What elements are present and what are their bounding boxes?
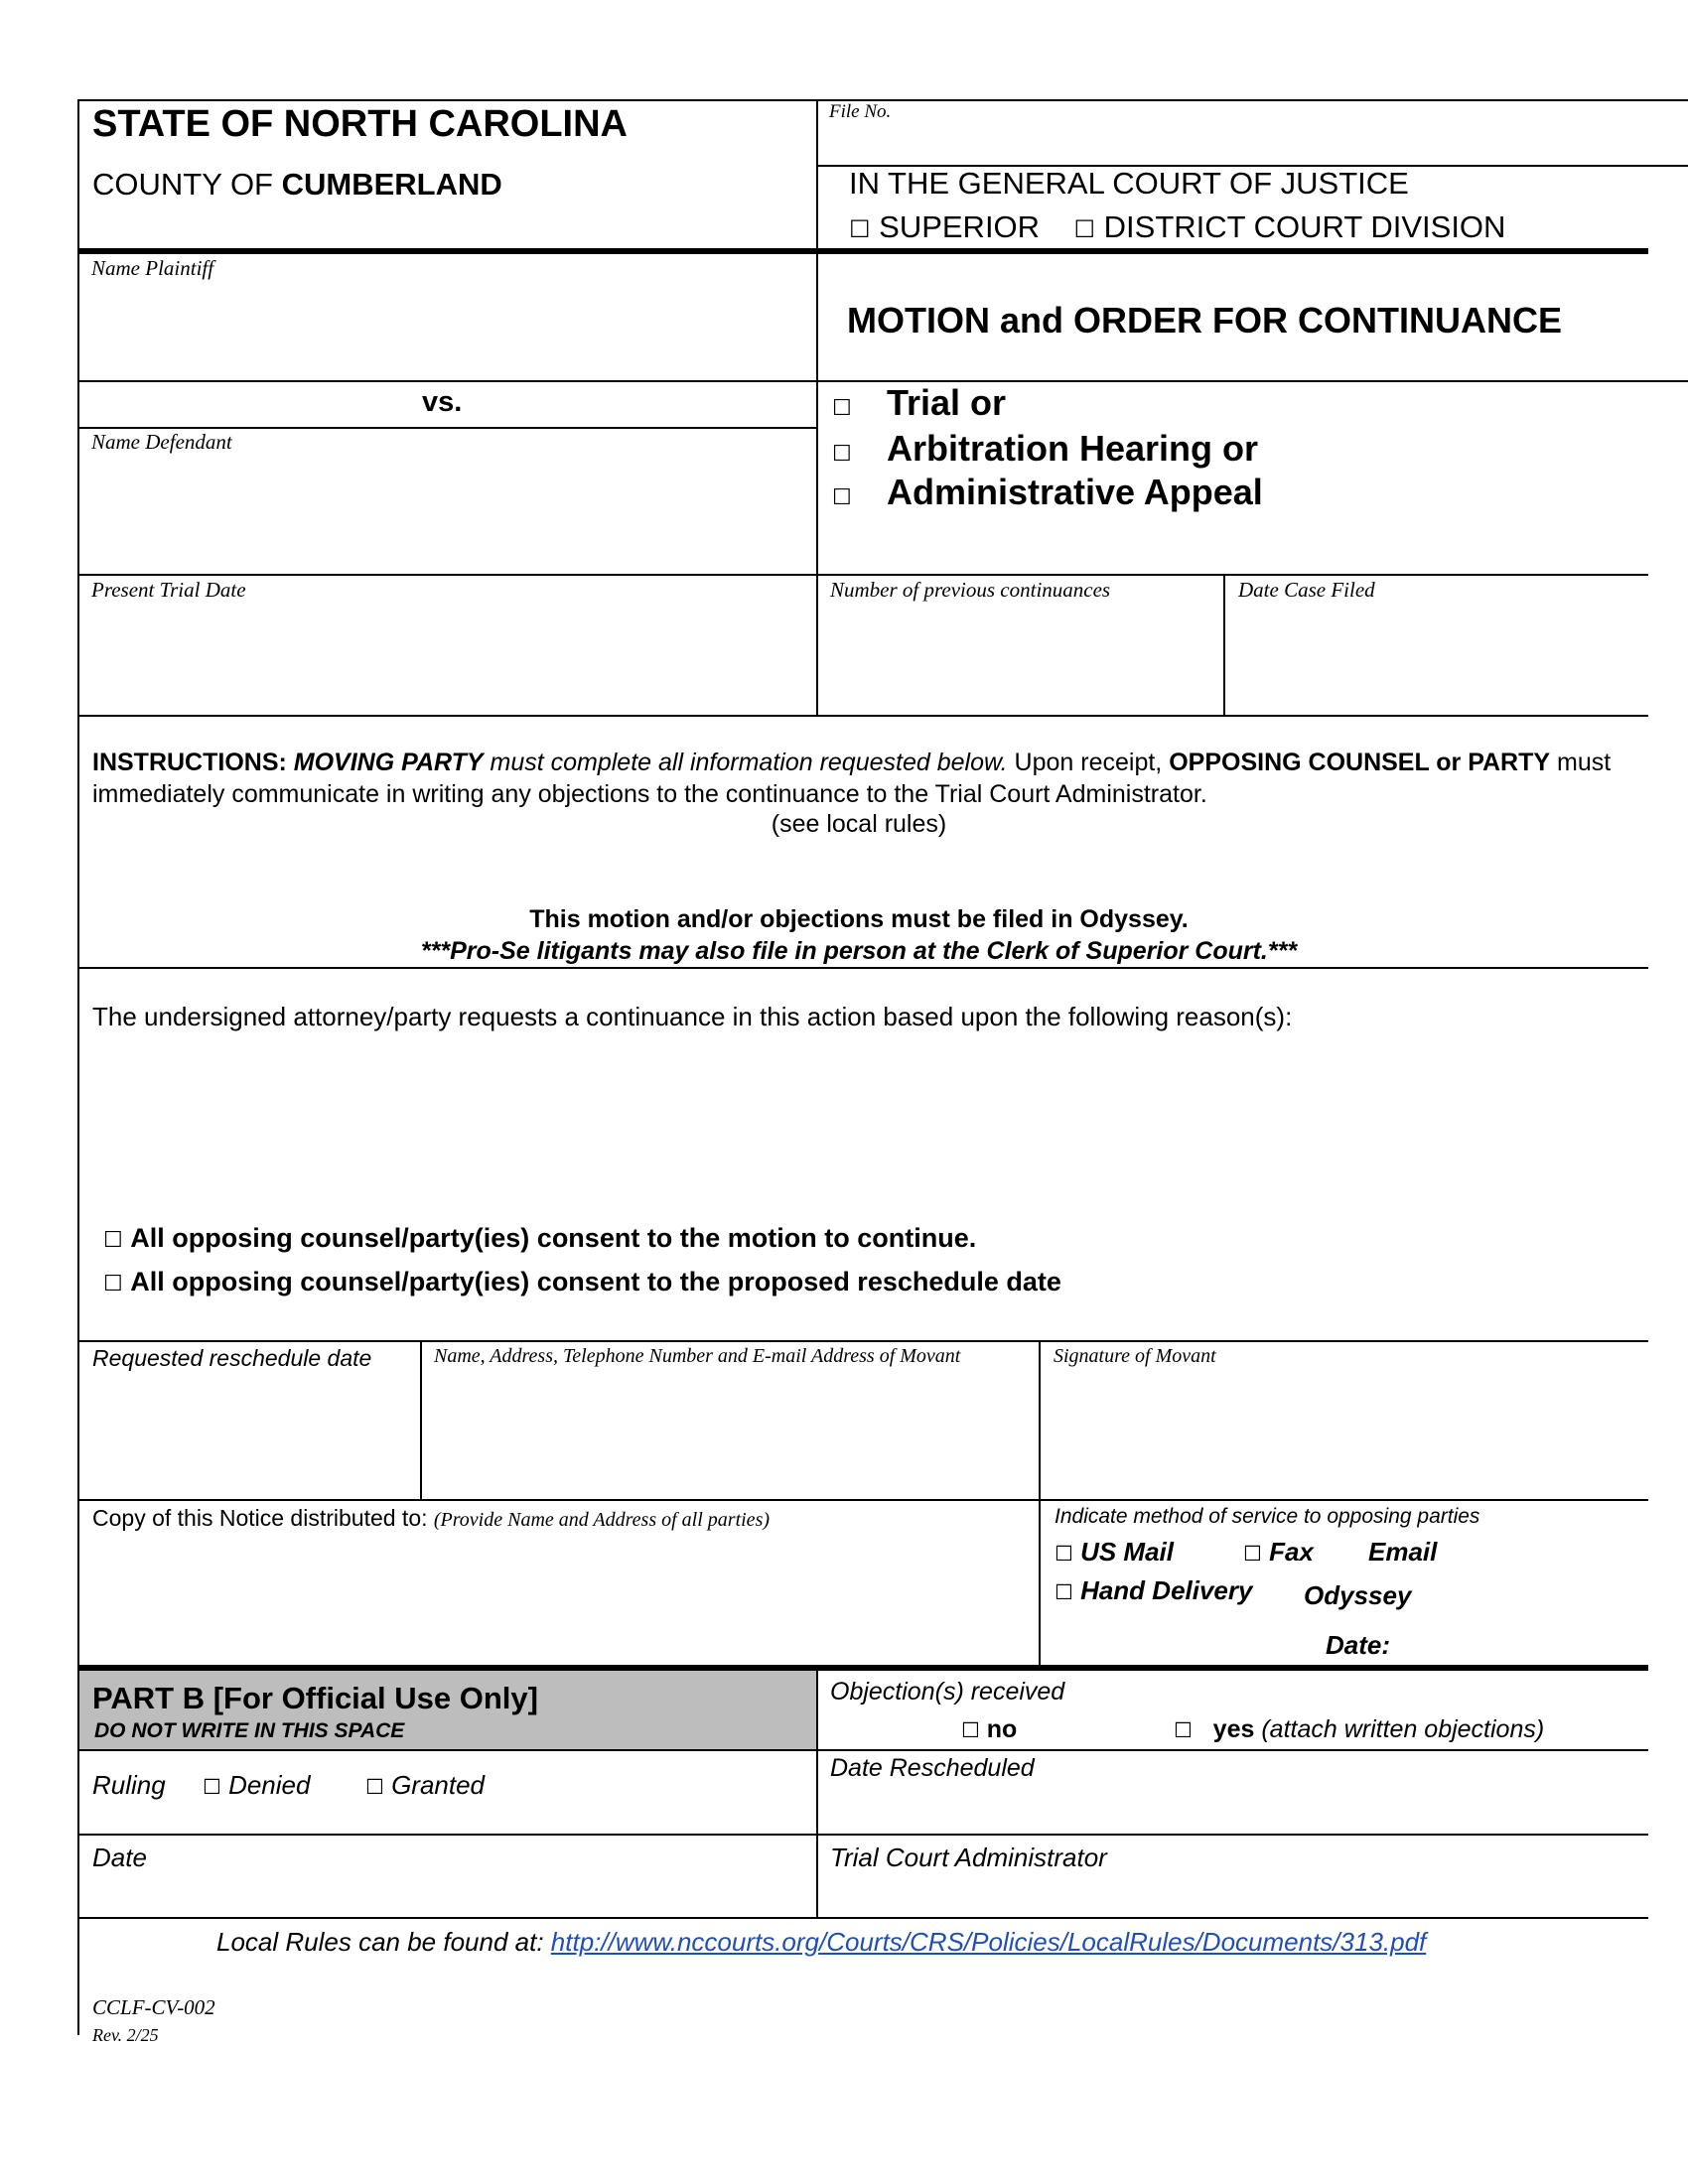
date-case-filed-label: Date Case Filed [1238, 578, 1375, 602]
instructions-text3: must immediately communicate in writing any objections to the continuance to the Trial Court Administrator. [92, 749, 1612, 808]
rule-movant-top [77, 1340, 1648, 1342]
copy-distributed-label [92, 1505, 770, 1532]
checkbox-icon[interactable]: ☐ [365, 1775, 384, 1799]
request-text: The undersigned attorney/party requests a continuance in this action based upon the following reason(s): [92, 1002, 1293, 1031]
reschedule-date-label: Requested reschedule date [92, 1345, 372, 1371]
checkbox-icon[interactable]: ☐ [203, 1775, 221, 1799]
denied-label: Denied [228, 1770, 311, 1800]
checkbox-icon[interactable]: ☐ [832, 396, 852, 421]
rule-movant-mid2 [1039, 1340, 1041, 1666]
rule-vs-bottom [77, 427, 816, 429]
previous-continuances-label: Number of previous continuances [830, 578, 1111, 602]
plaintiff-label: Name Plaintiff [91, 256, 214, 280]
hand-delivery-label: Hand Delivery [1080, 1575, 1253, 1605]
checkbox-icon[interactable]: ☐ [832, 485, 852, 510]
moving-party: MOVING PARTY [293, 749, 484, 776]
superior-option: SUPERIOR [879, 209, 1041, 244]
local-rules-line [216, 1927, 1426, 1958]
local-rules-text: Local Rules can be found at: [216, 1927, 551, 1957]
county-name: CUMBERLAND [281, 167, 502, 202]
hearing-type-trial[interactable] [832, 382, 1007, 424]
rule-date-top [77, 1834, 1648, 1836]
granted-label: Granted [391, 1770, 486, 1800]
form-title: MOTION and ORDER FOR CONTINUANCE [847, 300, 1562, 341]
rule-movant-mid1 [420, 1340, 422, 1499]
instructions-text2: Upon receipt, [1007, 749, 1170, 776]
copy-note: (Provide Name and Address of all parties) [433, 1509, 771, 1531]
present-trial-date-label: Present Trial Date [91, 578, 246, 602]
checkbox-icon[interactable]: ☐ [1243, 1542, 1262, 1566]
service-hand-delivery[interactable] [1055, 1575, 1252, 1606]
service-odyssey: Odyssey [1304, 1580, 1412, 1610]
ruling-denied[interactable] [203, 1770, 310, 1801]
court-division[interactable] [849, 209, 1505, 245]
rule-dates-top [77, 574, 1648, 576]
file-no-label: File No. [829, 101, 892, 122]
movant-name-label: Name, Address, Telephone Number and E-mail Address of Movant [434, 1345, 961, 1367]
hearing-type-appeal[interactable] [832, 472, 1263, 513]
district-option: DISTRICT COURT DIVISION [1103, 209, 1506, 244]
service-method-label: Indicate method of service to opposing parties [1055, 1505, 1480, 1528]
rule-mid-parties [816, 252, 818, 715]
checkbox-icon[interactable]: ☐ [1073, 215, 1096, 243]
objections-received-label: Objection(s) received [830, 1678, 1065, 1706]
part-b-subtitle: DO NOT WRITE IN THIS SPACE [94, 1719, 405, 1742]
vs-label: vs. [422, 386, 463, 418]
hearing-type-label: Administrative Appeal [887, 472, 1263, 512]
us-mail-label: US Mail [1080, 1537, 1174, 1567]
consent-motion-row[interactable] [103, 1223, 976, 1254]
ruling-label: Ruling [92, 1770, 166, 1800]
trial-court-admin-label: Trial Court Administrator [830, 1843, 1107, 1872]
form-id: CCLF-CV-002 [92, 1995, 215, 2019]
prose-notice: ***Pro-Se litigants may also file in person at the Clerk of Superior Court.*** [420, 937, 1298, 965]
instructions-text1: must complete all information requested below. [483, 749, 1008, 776]
rule-ruling-top [77, 1749, 1648, 1751]
local-rules-link[interactable]: http://www.nccourts.org/Courts/CRS/Policies/LocalRules/Documents/313.pdf [550, 1927, 1427, 1957]
defendant-label: Name Defendant [91, 430, 232, 454]
rule-footer-top [77, 1917, 1648, 1919]
rule-mid-header [816, 99, 818, 252]
service-us-mail[interactable] [1055, 1537, 1174, 1568]
rule-request-top [77, 967, 1648, 969]
consent-date-row[interactable] [103, 1267, 1061, 1297]
checkbox-icon[interactable]: ☐ [961, 1718, 980, 1742]
service-email: Email [1368, 1537, 1438, 1567]
movant-signature-label: Signature of Movant [1054, 1345, 1216, 1367]
objection-yes[interactable] [1174, 1715, 1544, 1744]
court-name: IN THE GENERAL COURT OF JUSTICE [849, 166, 1409, 201]
yes-label: yes [1212, 1715, 1255, 1743]
checkbox-icon[interactable]: ☐ [849, 215, 871, 243]
objection-no[interactable] [961, 1715, 1017, 1744]
checkbox-icon[interactable]: ☐ [103, 1228, 123, 1253]
rule-distribution-top [77, 1499, 1648, 1501]
instructions-block [92, 747, 1656, 810]
see-local-rules: (see local rules) [771, 810, 947, 838]
rule-header-bottom [77, 248, 1648, 254]
no-label: no [986, 1715, 1018, 1743]
fax-label: Fax [1269, 1537, 1314, 1567]
rule-instructions-top [77, 715, 1648, 717]
county-line [92, 167, 502, 203]
part-b-title [92, 1681, 538, 1716]
copy-label: Copy of this Notice distributed to: [92, 1505, 434, 1531]
consent-date-label: All opposing counsel/party(ies) consent to the proposed reschedule date [130, 1267, 1061, 1297]
date-rescheduled-label: Date Rescheduled [830, 1754, 1035, 1782]
form-rev: Rev. 2/25 [92, 2025, 159, 2045]
part-b-title-text: PART B [For Official Use Only] [92, 1681, 538, 1715]
hearing-type-label: Trial or [887, 382, 1007, 423]
odyssey-notice: This motion and/or objections must be filed in Odyssey. [529, 905, 1189, 933]
party-word: PARTY [1468, 749, 1551, 776]
checkbox-icon[interactable]: ☐ [103, 1272, 123, 1297]
checkbox-icon[interactable]: ☐ [832, 442, 852, 467]
checkbox-icon[interactable]: ☐ [1055, 1580, 1073, 1604]
rule-dates-mid [1223, 574, 1225, 715]
county-prefix: COUNTY OF [92, 167, 282, 202]
instructions-label: INSTRUCTIONS: [92, 749, 287, 776]
checkbox-icon[interactable]: ☐ [1055, 1542, 1073, 1566]
rule-partb-mid [816, 1671, 818, 1919]
hearing-type-label: Arbitration Hearing or [887, 428, 1259, 469]
state-title: STATE OF NORTH CAROLINA [92, 103, 628, 145]
ruling-granted[interactable] [365, 1770, 485, 1801]
checkbox-icon[interactable]: ☐ [1174, 1718, 1193, 1742]
date-label: Date [92, 1843, 147, 1872]
consent-motion-label: All opposing counsel/party(ies) consent to the motion to continue. [130, 1223, 977, 1253]
rule-vs-top [77, 380, 1688, 382]
hearing-type-arbitration[interactable] [832, 428, 1259, 470]
opposing-counsel: OPPOSING COUNSEL or [1169, 749, 1462, 776]
service-date-label: Date: [1326, 1630, 1391, 1660]
yes-note: (attach written objections) [1254, 1715, 1545, 1743]
service-fax[interactable] [1243, 1537, 1314, 1568]
